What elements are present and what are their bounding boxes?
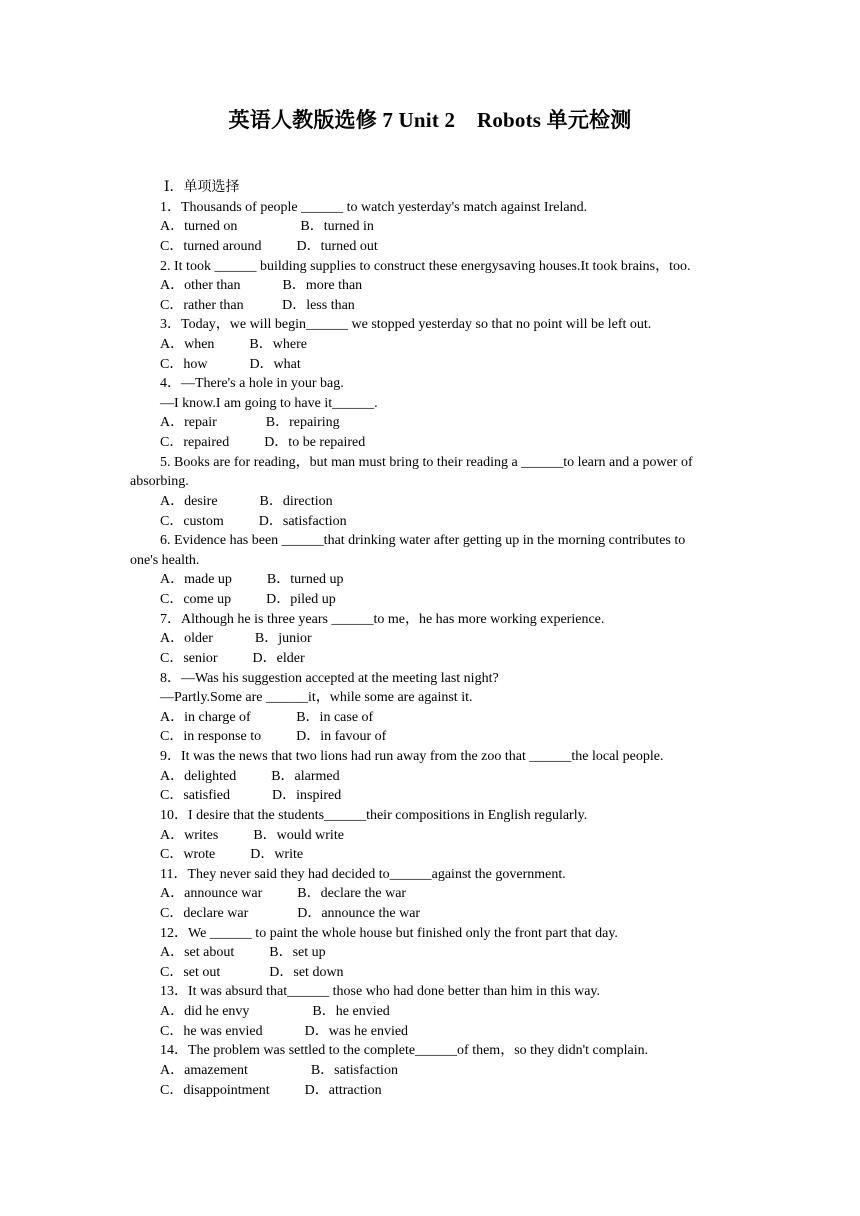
answer-options: A．when B．where (160, 337, 307, 352)
answer-options: C．turned around D．turned out (160, 238, 378, 254)
document-title: 英语人教版选修 7 Unit 2 Robots 单元检测 (228, 108, 632, 132)
answer-options: C．he was envied D．was he envied (160, 1023, 409, 1039)
question-stem: 4．—There's a hole in your bag. (160, 376, 344, 392)
answer-options: C．repaired D．to be repaired (160, 435, 366, 451)
question-stem: 6. Evidence has been ______that drinking water after getting up in the morning contributes to (160, 533, 686, 549)
answer-options: C．satisfied D．inspired (160, 788, 342, 804)
answer-options: C．how D．what (160, 356, 301, 372)
answer-options: C．come up D．piled up (160, 592, 336, 607)
answer-options: C．declare war D．announce the war (160, 905, 421, 921)
question-stem: 2. It took ______ building supplies to construct these energysaving houses.It took brains，too. (160, 258, 691, 274)
answer-options: C．in response to D．in favour of (160, 729, 387, 745)
question-stem: 11．They never said they had decided to______against the government. (160, 866, 566, 882)
question-stem: 14．The problem was settled to the complete______of them，so they didn't complain. (160, 1043, 649, 1059)
answer-options: C．custom D．satisfaction (160, 513, 347, 529)
answer-options: A．other than B．more than (160, 278, 363, 294)
answer-options: C．wrote D．write (160, 847, 304, 863)
answer-options: A．set about B．set up (160, 945, 326, 961)
question-stem: 13．It was absurd that______ those who had done better than him in this way. (160, 984, 601, 1000)
question-stem: 10．I desire that the students______their compositions in English regularly. (160, 807, 588, 823)
question-stem: 8．—Was his suggestion accepted at the meeting last night? (160, 670, 499, 686)
answer-options: A．repair B．repairing (160, 415, 340, 431)
question-stem: one's health. (130, 552, 200, 568)
question-stem: —I know.I am going to have it______. (160, 395, 378, 411)
answer-options: C．disappointment D．attraction (160, 1082, 382, 1098)
answer-options: C．senior D．elder (160, 650, 305, 666)
question-stem: 12．We ______ to paint the whole house but finished only the front part that day. (160, 925, 618, 941)
answer-options: C．set out D．set down (160, 964, 344, 980)
answer-options: C．rather than D．less than (160, 297, 355, 313)
question-stem: 7．Although he is three years ______to me，he has more working experience. (160, 611, 605, 627)
question-stem: 1．Thousands of people ______ to watch yesterday's match against Ireland. (160, 199, 588, 215)
answer-options: A．in charge of B．in case of (160, 709, 374, 725)
question-stem: 3．Today，we will begin______ we stopped yesterday so that no point will be left out. (160, 317, 652, 333)
answer-options: A．made up B．turned up (160, 572, 344, 588)
answer-options: A．writes B．would write (160, 827, 344, 843)
question-stem: —Partly.Some are ______it，while some are against it. (160, 690, 473, 706)
answer-options: A．turned on B．turned in (160, 219, 374, 235)
section-heading: Ⅰ．单项选择 (164, 180, 240, 195)
answer-options: A．did he envy B．he envied (160, 1004, 390, 1019)
question-stem: 5. Books are for reading，but man must bring to their reading a ______to learn and a power of (160, 454, 693, 470)
answer-options: A．delighted B．alarmed (160, 768, 340, 784)
answer-options: A．amazement B．satisfaction (160, 1062, 398, 1078)
answer-options: A．older B．junior (160, 631, 312, 647)
question-stem: 9．It was the news that two lions had run away from the zoo that ______the local people. (160, 749, 664, 764)
question-stem: absorbing. (130, 474, 189, 490)
answer-options: A．announce war B．declare the war (160, 886, 407, 902)
answer-options: A．desire B．direction (160, 493, 333, 509)
